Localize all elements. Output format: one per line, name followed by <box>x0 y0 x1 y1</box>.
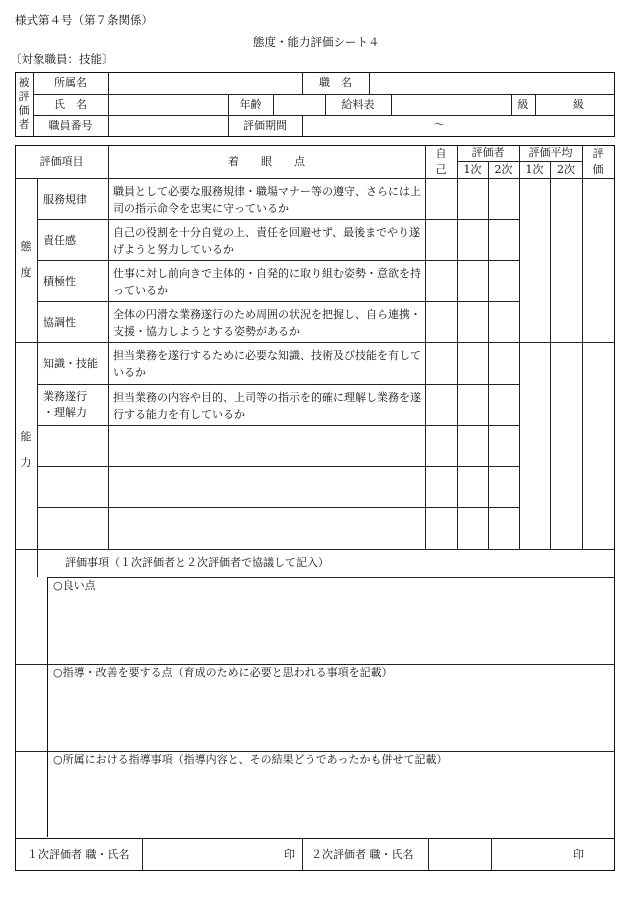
header-evaluator-second: 2次 <box>494 162 513 176</box>
age-label: 年齢 <box>239 97 262 111</box>
item-name: 積極性 <box>43 274 76 288</box>
item-description: 担当業務の内容や目的、上司等の指示を的確に理解し業務を遂行する能力を有しているか <box>113 391 421 421</box>
salary-table-field[interactable] <box>392 95 510 114</box>
header-average-first: 1次 <box>525 162 544 176</box>
name-field[interactable] <box>109 95 227 114</box>
ability-section-label: 能 力 <box>20 430 32 469</box>
attitude-average-second-cell[interactable] <box>551 179 581 342</box>
page-title: 態度・能力評価シート４ <box>253 35 380 49</box>
eval-period-label: 評価期間 <box>243 118 287 132</box>
score-second-cell[interactable] <box>489 220 518 260</box>
first-evaluator-field[interactable] <box>143 839 283 869</box>
score-self-cell[interactable] <box>426 302 456 342</box>
attitude-average-first-cell[interactable] <box>520 179 549 342</box>
attitude-rating-cell[interactable] <box>583 179 613 342</box>
item-description: 担当業務を遂行するために必要な知識、技術及び技能を有しているか <box>113 349 421 379</box>
item-description: 職員として必要な服務規律・職場マナー等の遵守、さらには上司の指示命令を忠実に守っているか <box>113 185 421 215</box>
item-name: 責任感 <box>43 233 76 247</box>
score-first-cell[interactable] <box>458 179 487 219</box>
good-points-field[interactable] <box>50 596 612 662</box>
header-rating: 評 価 <box>592 146 604 176</box>
item-name: 服務規律 <box>43 192 87 206</box>
period-separator: ～ <box>434 118 445 131</box>
employee-number-label: 職員番号 <box>48 118 93 132</box>
item-description: 全体の円滑な業務遂行のため周囲の状況を把握し、自ら連携・支援・協力しようとする姿勢があるか <box>113 308 421 338</box>
improvement-points-field[interactable] <box>50 683 612 749</box>
item-name: 協調性 <box>43 315 76 329</box>
score-self-cell[interactable] <box>426 179 456 219</box>
score-self-cell[interactable] <box>426 220 456 260</box>
score-first-cell[interactable] <box>458 220 487 260</box>
ability-average-first-cell[interactable] <box>520 343 549 548</box>
department-field[interactable] <box>109 73 301 93</box>
item-name: 業務遂行 ・理解力 <box>43 389 87 419</box>
seal-mark-first: 印 <box>284 848 295 861</box>
ability-rating-cell[interactable] <box>583 343 613 548</box>
attitude-section-label: 態 度 <box>20 240 32 279</box>
guidance-label: ○所属における指導事項（指導内容と、その結果どうであったかも併せて記載） <box>53 753 448 766</box>
age-field[interactable] <box>274 95 324 114</box>
item-description: 仕事に対し前向きで主体的・自発的に取り組む姿勢・意欲を持っているか <box>113 267 421 297</box>
score-first-cell[interactable] <box>458 302 487 342</box>
class-label: 級 <box>573 98 584 111</box>
header-evaluator-first: 1次 <box>463 162 482 176</box>
second-evaluator-label: ２次評価者 職・氏名 <box>311 848 414 861</box>
subject-group-label: 被 評 価 者 <box>18 76 30 131</box>
second-evaluator-field[interactable] <box>429 839 569 869</box>
position-field[interactable] <box>370 73 613 93</box>
score-self-cell[interactable] <box>426 261 456 301</box>
first-evaluator-label: １次評価者 職・氏名 <box>27 848 130 861</box>
score-first-cell[interactable] <box>458 261 487 301</box>
score-second-cell[interactable] <box>489 261 518 301</box>
form-number: 様式第４号（第７条関係） <box>15 13 153 27</box>
remarks-title: 評価事項（１次評価者と２次評価者で協議して記入） <box>65 556 329 569</box>
position-label: 職 名 <box>319 76 352 90</box>
salary-table-label: 給料表 <box>341 97 375 111</box>
employee-number-field[interactable] <box>109 116 227 135</box>
header-viewpoint: 着 眼 点 <box>228 154 305 168</box>
header-average-second: 2次 <box>557 162 575 176</box>
guidance-field[interactable] <box>50 770 612 836</box>
name-label: 氏 名 <box>54 97 87 111</box>
ability-average-second-cell[interactable] <box>551 343 581 548</box>
header-self: 自 己 <box>435 146 447 176</box>
seal-mark-second: 印 <box>573 848 584 861</box>
department-label: 所属名 <box>54 76 87 90</box>
score-second-cell[interactable] <box>489 179 518 219</box>
improvement-points-label: ○指導・改善を要する点（育成のために必要と思われる事項を記載） <box>53 666 393 679</box>
header-average: 評価平均 <box>528 146 573 160</box>
grade-label: 級 <box>517 97 529 111</box>
header-evaluator: 評価者 <box>471 146 505 160</box>
header-item: 評価項目 <box>39 154 84 168</box>
target-staff-label: 〔対象職員：技能〕 <box>10 52 114 66</box>
item-description: 自己の役割を十分自覚の上、責任を回避せず、最後までやり遂げようと努力しているか <box>113 226 421 256</box>
score-second-cell[interactable] <box>489 302 518 342</box>
item-name: 知識・技能 <box>43 357 98 370</box>
good-points-label: ○良い点 <box>53 579 96 592</box>
